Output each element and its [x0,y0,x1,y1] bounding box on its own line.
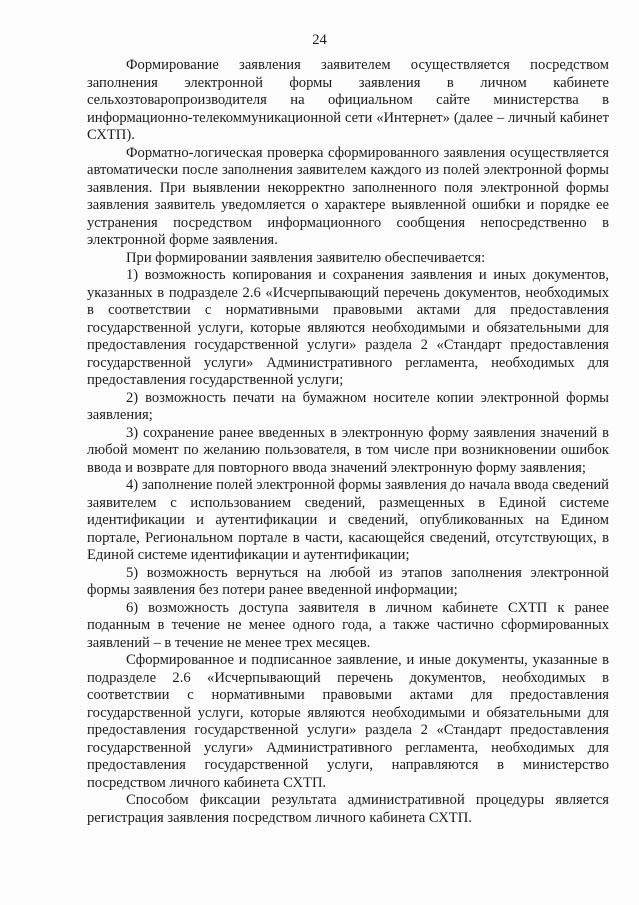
list-item: 6) возможность доступа заявителя в личном кабинете СХТП к ранее поданным в течение не менее одного года, а также частично сформированных заявлений – в течение не менее трех месяцев. [87,599,609,651]
paragraph: Формирование заявления заявителем осуществляется посредством заполнения электронной формы заявления в личном кабинете сельхозтоваропроизводителя на официальном сайте министерства в информационно-телекоммуникационной сети «Интернет» (далее – личный кабинет СХТП). [87,57,609,143]
list-item: 2) возможность печати на бумажном носителе копии электронной формы заявления; [87,389,609,423]
document-body [87,57,609,827]
list-item: 3) сохранение ранее введенных в электронную форму заявления значений в любой момент по желанию пользователя, в том числе при возникновении ошибок ввода и возврате для повторного ввода значений электронную форму заявления; [87,424,609,476]
paragraph: Сформированное и подписанное заявление, и иные документы, указанные в подразделе 2.6 «Исчерпывающий перечень документов, необходимых в соответствии с нормативными правовыми актами для предоставления государственной услуги, которые являются необходимыми и обязательными для предоставления государственной услуги» раздела 2 «Стандарт предоставления государственной услуги» Административного регламента, необходимых для предоставления государственной услуги, направляются в министерство посредством личного кабинета СХТП. [87,652,609,791]
list-item: 5) возможность вернуться на любой из этапов заполнения электронной формы заявления без потери ранее введенной информации; [87,564,609,598]
paragraph: При формировании заявления заявителю обеспечивается: [126,249,486,266]
paragraph: Форматно-логическая проверка сформированного заявления осуществляется автоматически после заполнения заявителем каждого из полей электронной формы заявления. При выявлении некорректно заполненного поля электронной формы заявления заявитель уведомляется о характере выявленной ошибки и порядке ее устранения посредством информационного сообщения непосредственно в электронной форме заявления. [87,144,609,248]
paragraph: Способом фиксации результата административной процедуры является регистрация заявления посредством личного кабинета СХТП. [87,792,609,826]
list-item: 1) возможность копирования и сохранения заявления и иных документов, указанных в подразделе 2.6 «Исчерпывающий перечень документов, необходимых в соответствии с нормативными правовыми актами для предоставления государственной услуги, которые являются необходимыми и обязательными для предоставления государственной услуги» раздела 2 «Стандарт предоставления государственной услуги» Административного регламента, необходимых для предоставления государственной услуги; [87,267,609,388]
page-number: 24 [312,32,327,48]
list-item: 4) заполнение полей электронной формы заявления до начала ввода сведений заявителем с использованием сведений, размещенных в Единой системе идентификации и аутентификации и сведений, опубликованных на Едином портале, Региональном портале в части, касающейся сведений, отсутствующих, в Единой системе идентификации и аутентификации; [87,477,609,563]
